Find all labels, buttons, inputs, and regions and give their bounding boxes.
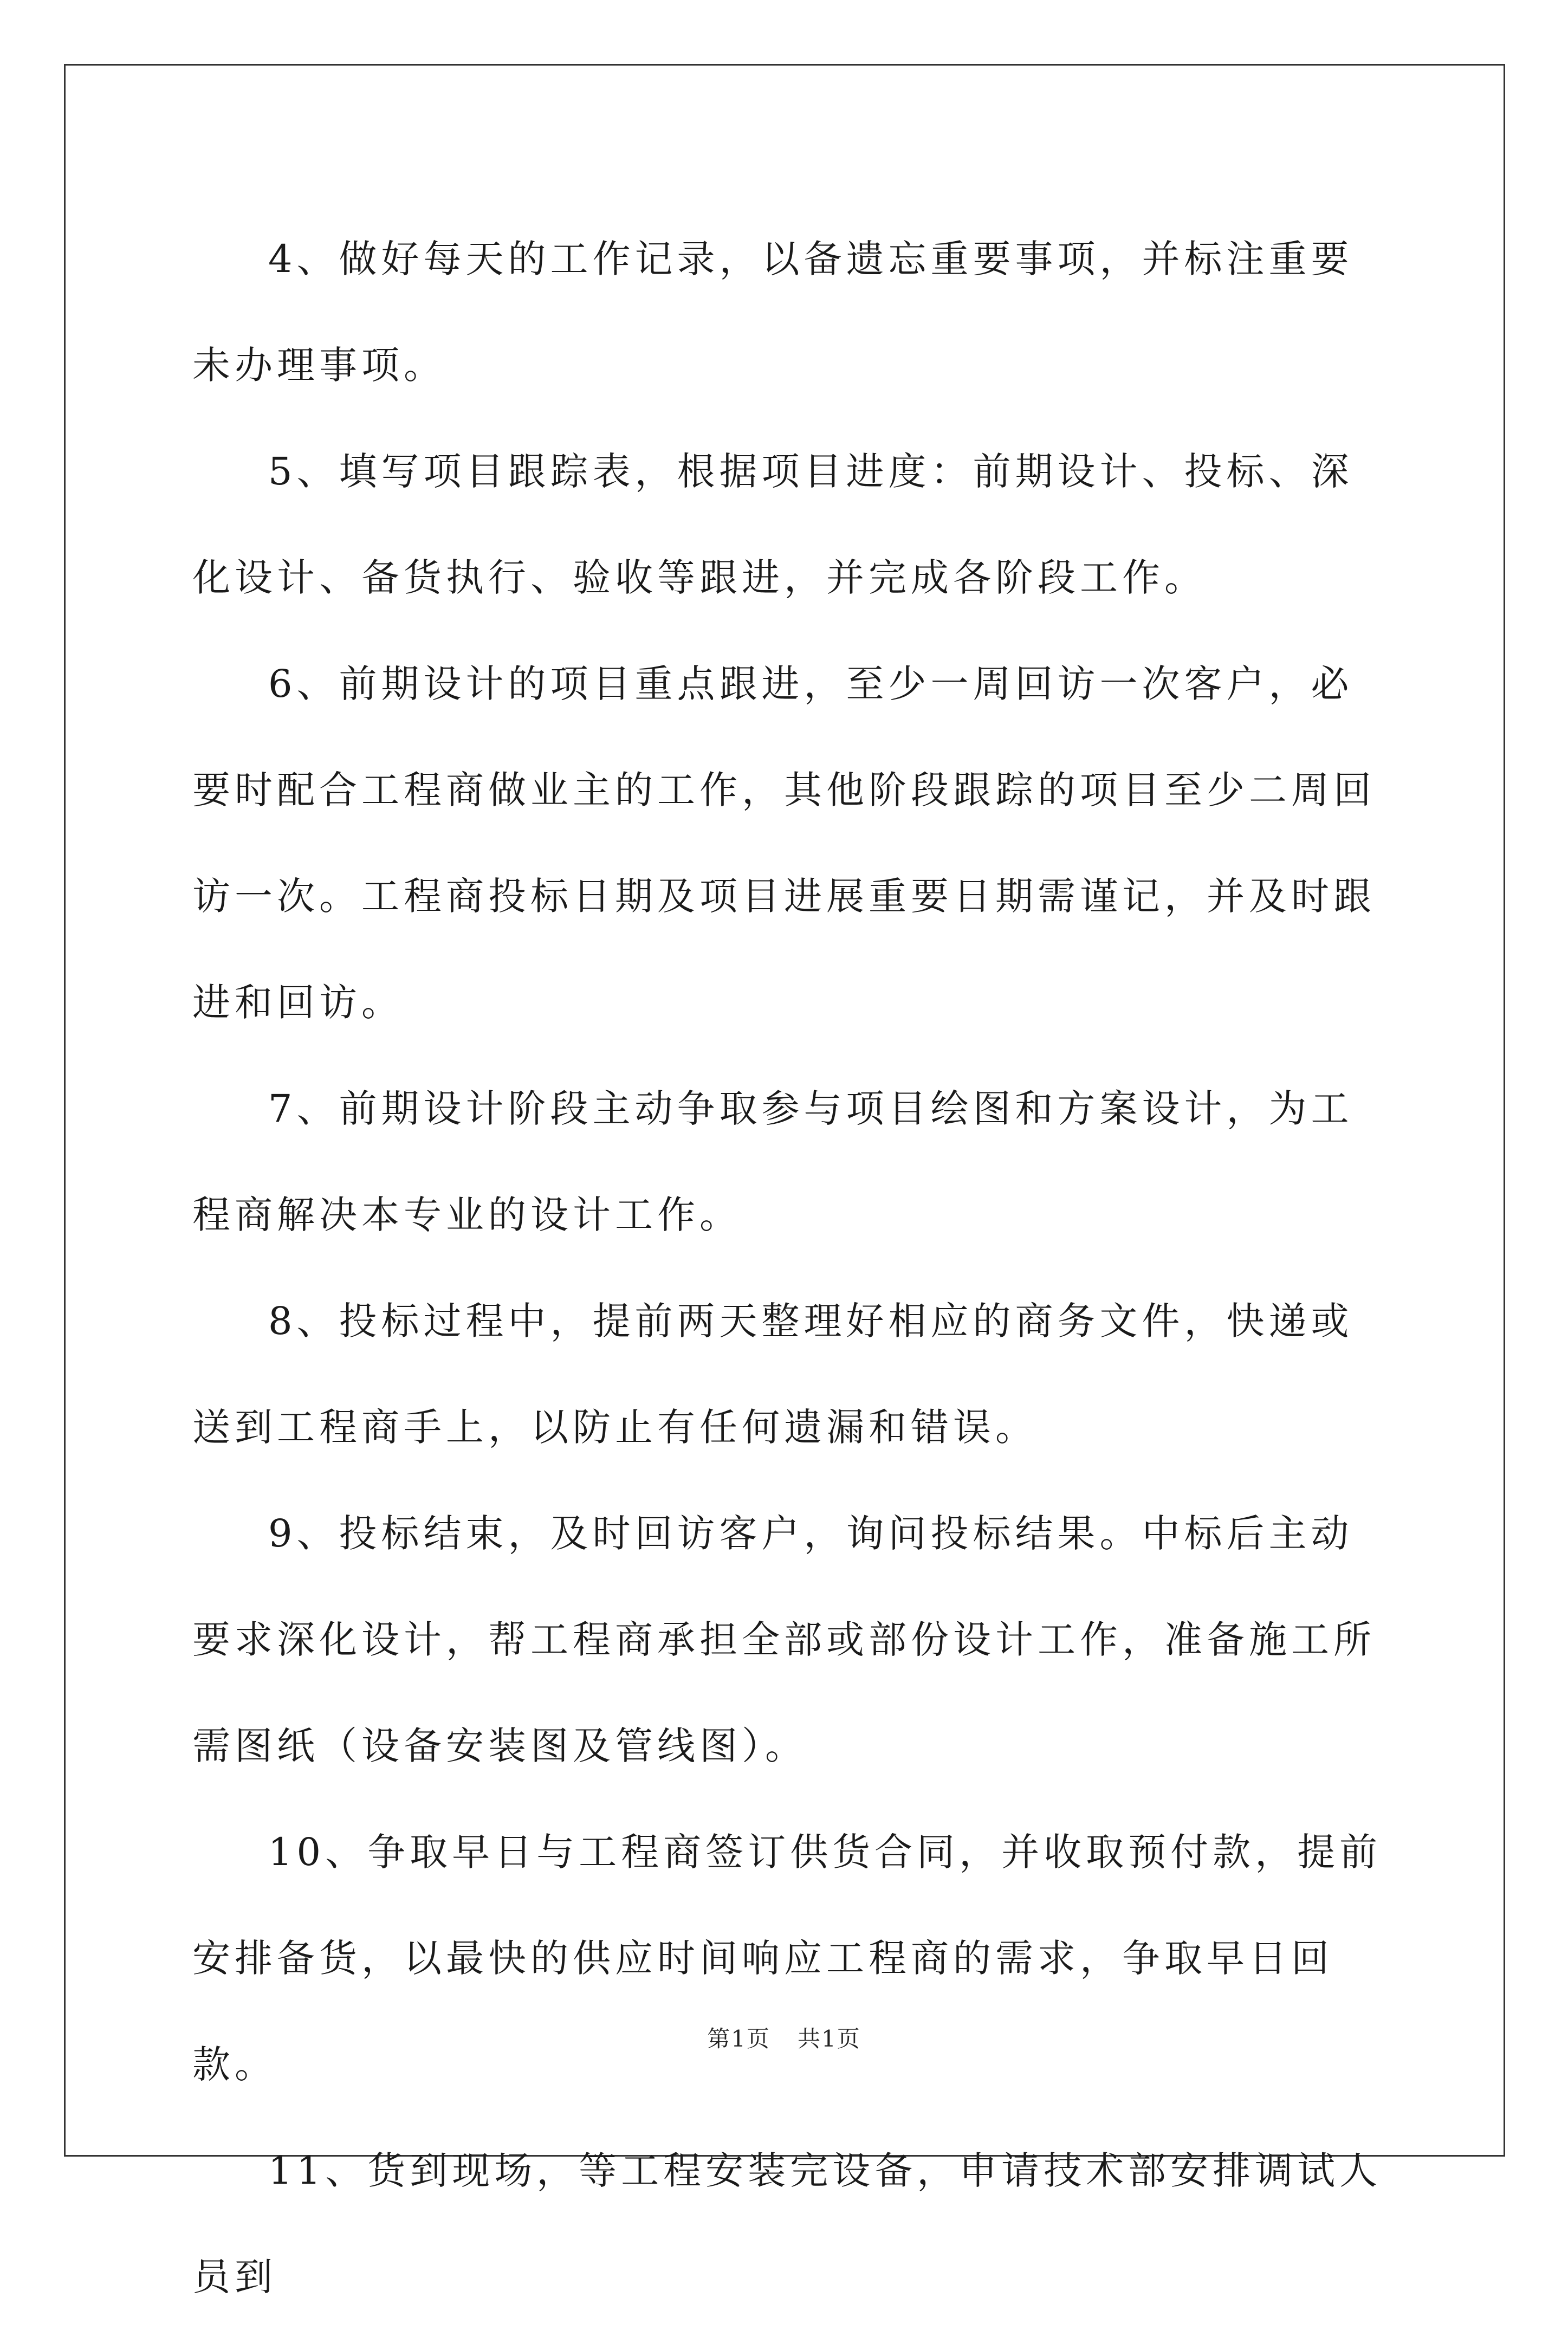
paragraph-item-8: 8、投标过程中，提前两天整理好相应的商务文件，快递或送到工程商手上，以防止有任何遗漏和错误。 <box>192 1299 1353 1449</box>
page-total: 共1页 <box>798 2025 861 2052</box>
paragraph-item-6: 6、前期设计的项目重点跟进，至少一周回访一次客户，必要时配合工程商做业主的工作，其他阶段跟踪的项目至少二周回访一次。工程商投标日期及项目进展重要日期需谨记，并及时跟进和回访。 <box>192 662 1376 1025</box>
paragraph-item-9: 9、投标结束，及时回访客户，询问投标结果。中标后主动要求深化设计，帮工程商承担全部或部份设计工作，准备施工所需图纸（设备安装图及管线图）。 <box>192 1511 1376 1768</box>
paragraph-item-7: 7、前期设计阶段主动争取参与项目绘图和方案设计，为工程商解决本专业的设计工作。 <box>192 1086 1353 1237</box>
document-body <box>192 206 1384 2330</box>
paragraph-item-11: 11、货到现场，等工程安装完设备，申请技术部安排调试人员到 <box>192 2148 1382 2299</box>
page-number: 第1页 <box>707 2025 770 2052</box>
page-footer <box>0 2021 1568 2054</box>
paragraph-item-4: 4、做好每天的工作记录，以备遗忘重要事项，并标注重要未办理事项。 <box>192 237 1353 387</box>
paragraph-item-10: 10、争取早日与工程商签订供货合同，并收取预付款，提前安排备货，以最快的供应时间响应工程商的需求，争取早日回款。 <box>192 1830 1382 2087</box>
paragraph-item-5: 5、填写项目跟踪表，根据项目进度：前期设计、投标、深化设计、备货执行、验收等跟进，并完成各阶段工作。 <box>192 449 1353 600</box>
